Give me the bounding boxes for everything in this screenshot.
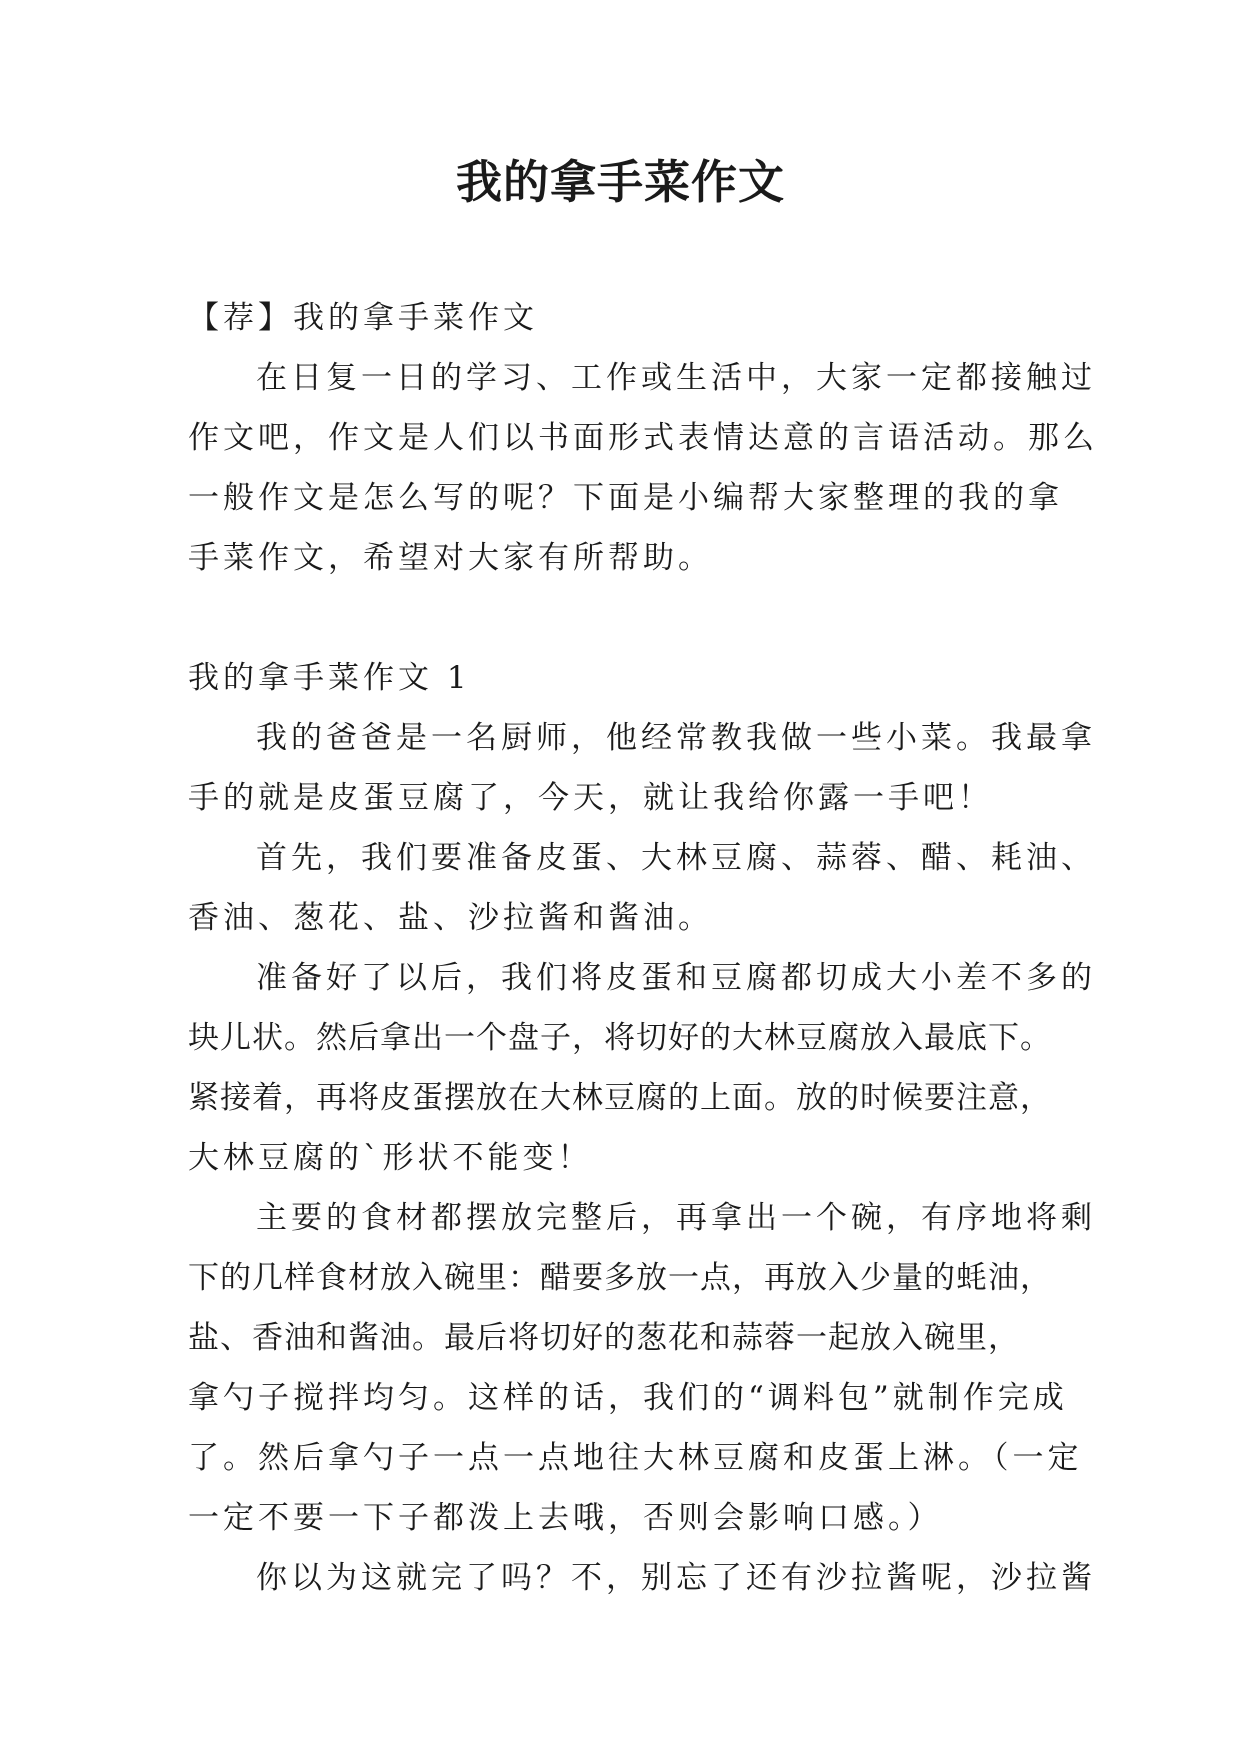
paragraph-line: 手菜作文，希望对大家有所帮助。 [188,540,713,576]
paragraph-line: 块儿状。然后拿出一个盘子，将切好的大林豆腐放入最底下。 [188,1020,1052,1056]
paragraph-line: 下的几样食材放入碗里：醋要多放一点，再放入少量的蚝油， [188,1260,1052,1296]
paragraph-line: 盐、香油和酱油。最后将切好的葱花和蒜蓉一起放入碗里， [188,1320,1020,1356]
paragraph-line: 作文吧，作文是人们以书面形式表情达意的言语活动。那么 [188,420,1098,456]
blank-line [188,588,1058,648]
paragraph-line: 紧接着，再将皮蛋摆放在大林豆腐的上面。放的时候要注意， [188,1080,1052,1116]
paragraph-line: 大林豆腐的`形状不能变！ [188,1140,593,1176]
paragraph-line: 主要的食材都摆放完整后，再拿出一个碗，有序地将剩 [256,1200,1096,1236]
section-heading: 我的拿手菜作文 1 [188,660,471,696]
paragraph-line: 在日复一日的学习、工作或生活中，大家一定都接触过 [256,360,1096,396]
paragraph-line: 首先，我们要准备皮蛋、大林豆腐、蒜蓉、醋、耗油、 [256,840,1096,876]
paragraph-line: 准备好了以后，我们将皮蛋和豆腐都切成大小差不多的 [256,960,1096,996]
intro-heading: 【荐】我的拿手菜作文 [188,300,538,336]
document-body [188,288,1098,1608]
paragraph-line: 拿勺子搅拌均匀。这样的话，我们的“调料包”就制作完成 [188,1380,1068,1416]
paragraph-line: 香油、葱花、盐、沙拉酱和酱油。 [188,900,713,936]
paragraph-line: 我的爸爸是一名厨师，他经常教我做一些小菜。我最拿 [256,720,1096,756]
paragraph-line: 手的就是皮蛋豆腐了，今天，就让我给你露一手吧！ [188,780,993,816]
document-title: 我的拿手菜作文 [456,155,785,209]
paragraph-line: 你以为这就完了吗？不，别忘了还有沙拉酱呢，沙拉酱 [256,1560,1096,1596]
paragraph-line: 一定不要一下子都泼上去哦，否则会影响口感。） [188,1500,943,1536]
paragraph-line: 一般作文是怎么写的呢？下面是小编帮大家整理的我的拿 [188,480,1063,516]
paragraph-line: 了。然后拿勺子一点一点地往大林豆腐和皮蛋上淋。（一定 [188,1440,1083,1476]
